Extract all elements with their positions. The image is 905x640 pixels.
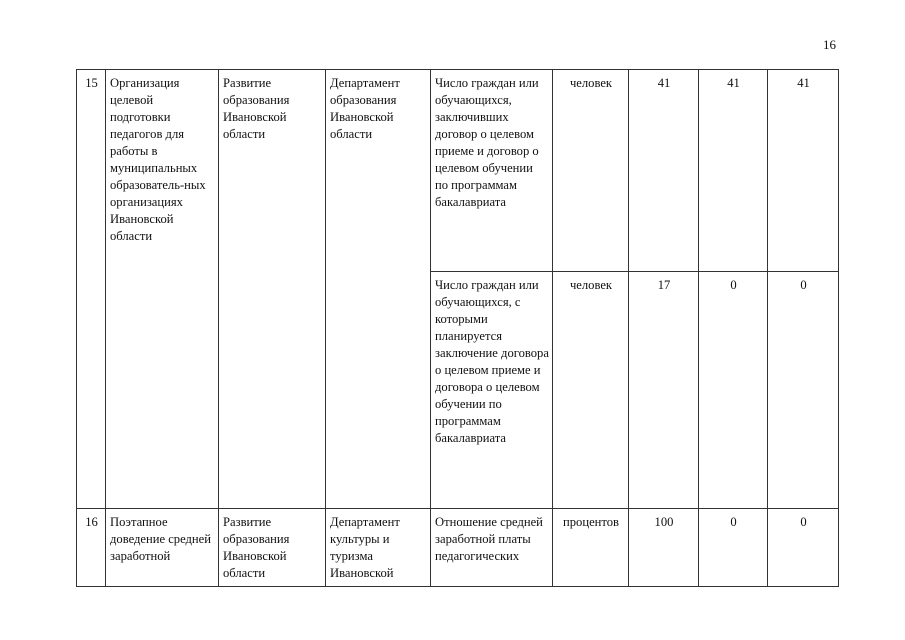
- indicator-text: Число граждан или обучающихся, с которыми планируется заключение договора о целевом приеме и договора о целевом обучении по программам бакалавриата: [431, 272, 553, 509]
- indicator-value-3: 0: [768, 272, 839, 509]
- indicators-table: [76, 69, 839, 587]
- indicator-unit: человек: [553, 272, 629, 509]
- row-number: 16: [77, 509, 106, 587]
- indicator-value-3: 0: [768, 509, 839, 587]
- indicator-unit: процентов: [553, 509, 629, 587]
- indicator-value-2: 41: [699, 70, 768, 272]
- indicator-text: Отношение средней заработной платы педагогических: [431, 509, 553, 587]
- table-row: [77, 70, 839, 272]
- indicator-text: Число граждан или обучающихся, заключивших договор о целевом приеме и договор о целевом обучении по программам бакалавриата: [431, 70, 553, 272]
- indicator-unit: человек: [553, 70, 629, 272]
- row-number: 15: [77, 70, 106, 509]
- measure-name: Организация целевой подготовки педагогов для работы в муниципальных образователь-ных организациях Ивановской области: [106, 70, 219, 509]
- indicator-value-2: 0: [699, 509, 768, 587]
- program-name: Развитие образования Ивановской области: [219, 70, 326, 509]
- executor-name: Департамент культуры и туризма Ивановской: [326, 509, 431, 587]
- program-name: Развитие образования Ивановской области: [219, 509, 326, 587]
- executor-name: Департамент образования Ивановской области: [326, 70, 431, 509]
- indicator-value-1: 41: [629, 70, 699, 272]
- page-number: 16: [823, 37, 836, 52]
- table-row: [77, 509, 839, 587]
- measure-name: Поэтапное доведение средней заработной: [106, 509, 219, 587]
- indicator-value-1: 100: [629, 509, 699, 587]
- indicator-value-2: 0: [699, 272, 768, 509]
- indicator-value-3: 41: [768, 70, 839, 272]
- indicator-value-1: 17: [629, 272, 699, 509]
